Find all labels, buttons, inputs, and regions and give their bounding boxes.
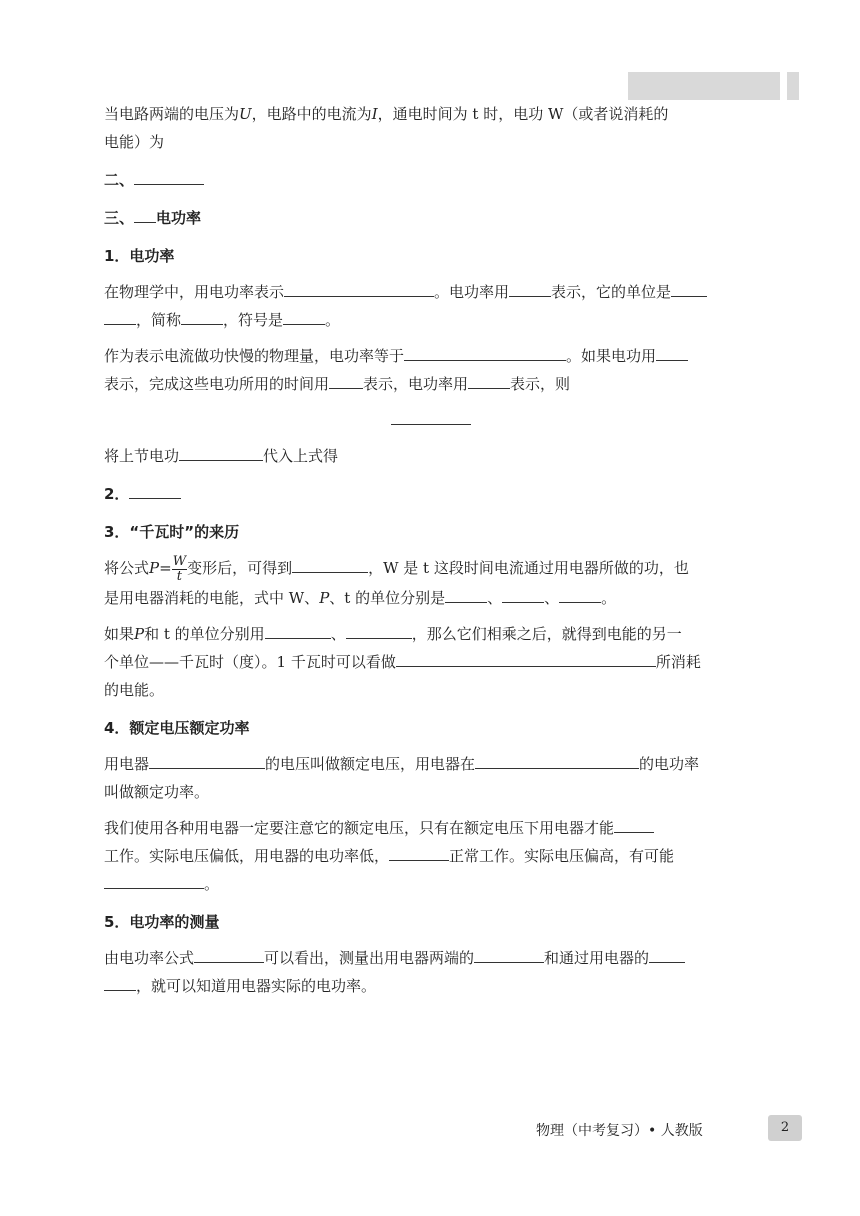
intro-line-2: 电能）为	[104, 133, 165, 151]
blank[interactable]	[179, 444, 263, 461]
blank[interactable]	[134, 168, 204, 185]
blank[interactable]	[474, 946, 544, 963]
blank[interactable]	[389, 844, 449, 861]
blank[interactable]	[502, 586, 544, 603]
paragraph: 由电功率公式 可以看出，测量出用电器两端的 和通过用电器的 ，就可以知道用电器实际的电功率。	[104, 944, 758, 1000]
sub-heading-5: 5．电功率的测量	[104, 912, 220, 931]
blank[interactable]	[149, 752, 265, 769]
blank[interactable]	[346, 622, 412, 639]
blank[interactable]	[292, 556, 368, 573]
blank[interactable]	[194, 946, 264, 963]
header-decoration-tab	[787, 72, 799, 100]
paragraph: 用电器 的电压叫做额定电压，用电器在 的电功率 叫做额定功率。	[104, 750, 758, 806]
section-2-heading: 二、	[104, 166, 758, 194]
blank[interactable]	[475, 752, 639, 769]
section-3-heading: 三、 电功率	[104, 204, 758, 232]
blank[interactable]	[404, 344, 566, 361]
page-number: 2	[768, 1115, 802, 1141]
paragraph: 作为表示电流做功快慢的物理量，电功率等于 。如果电功用 表示，完成这些电功所用的时间用 表示，电功率用 表示，则	[104, 342, 758, 398]
blank[interactable]	[104, 974, 136, 991]
blank[interactable]	[265, 622, 331, 639]
paragraph: 在物理学中，用电功率表示 。电功率用 表示，它的单位是 ，简称 ，符号是 。	[104, 278, 758, 334]
blank[interactable]	[181, 308, 223, 325]
blank[interactable]	[559, 586, 601, 603]
intro-line-1: 当电路两端的电压为U，电路中的电流为I，通电时间为 t 时，电功 W（或者说消耗的	[104, 105, 669, 123]
sub-heading-2: 2．	[104, 480, 758, 508]
blank[interactable]	[509, 280, 551, 297]
blank[interactable]	[614, 816, 654, 833]
blank[interactable]	[445, 586, 487, 603]
blank[interactable]	[329, 372, 363, 389]
blank[interactable]	[391, 408, 471, 425]
paragraph: 将上节电功 代入上式得	[104, 442, 758, 470]
sub-heading-1: 1．电功率	[104, 247, 175, 265]
paragraph: 如果P和 t 的单位分别用 、 ，那么它们相乘之后，就得到电能的另一 个单位——千瓦时（度）。1 千瓦时可以看做 所消耗 的电能。	[104, 620, 758, 704]
blank[interactable]	[396, 650, 656, 667]
sub-heading-3: 3．“千瓦时”的来历	[104, 523, 240, 541]
blank[interactable]	[134, 206, 156, 223]
footer-text: 物理（中考复习）• 人教版	[536, 1123, 703, 1139]
blank[interactable]	[468, 372, 510, 389]
blank[interactable]	[656, 344, 688, 361]
blank[interactable]	[283, 308, 325, 325]
blank[interactable]	[104, 872, 204, 889]
fraction-w-over-t: $\frac{W}{t}$	[172, 553, 187, 584]
blank[interactable]	[649, 946, 685, 963]
paragraph: 我们使用各种用电器一定要注意它的额定电压，只有在额定电压下用电器才能 工作。实际电压偏低，用电器的电功率低， 正常工作。实际电压偏高，有可能 。	[104, 814, 758, 898]
header-decoration-bar	[628, 72, 780, 100]
page-content	[104, 100, 758, 1000]
blank[interactable]	[284, 280, 434, 297]
formula-blank-line	[104, 406, 758, 434]
blank[interactable]	[129, 482, 181, 499]
blank[interactable]	[104, 308, 136, 325]
sub-heading-4: 4．额定电压额定功率	[104, 718, 250, 737]
blank[interactable]	[671, 280, 707, 297]
paragraph: 将公式P= $\frac{W}{t}$ 变形后，可得到 ，W 是 t 这段时间电流通过用电器所做的功，也 是用电器消耗的电能，式中 W、P、t 的单位分别是 、 、 。	[104, 553, 689, 607]
